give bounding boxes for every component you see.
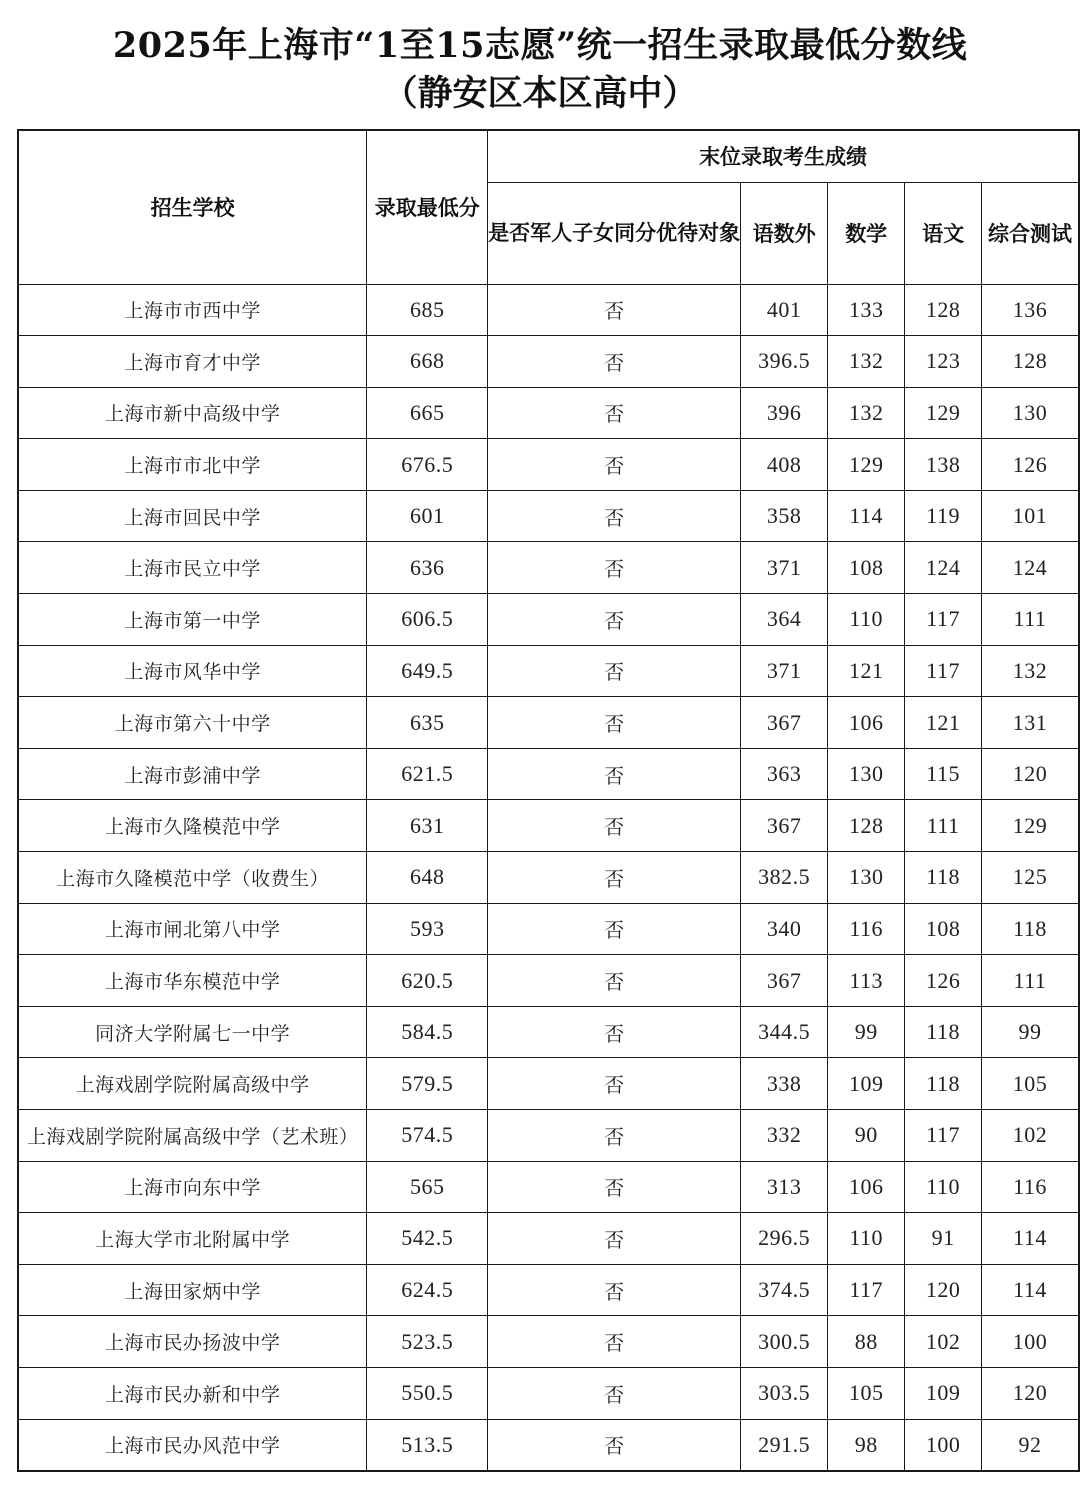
header-math: 数学 — [828, 182, 905, 284]
header-last-admitted-group: 末位录取考生成绩 — [488, 130, 1079, 182]
school-cell: 上海市民办扬波中学 — [18, 1316, 367, 1368]
min-score-cell: 593 — [367, 903, 488, 955]
school-cell: 上海市民办风范中学 — [18, 1419, 367, 1471]
math-cell: 130 — [828, 748, 905, 800]
page-subtitle: （静安区本区高中） — [382, 73, 698, 114]
school-cell: 上海市彭浦中学 — [18, 748, 367, 800]
min-score-cell: 635 — [367, 697, 488, 749]
chinese-cell: 128 — [905, 284, 982, 336]
comprehensive-cell: 105 — [981, 1058, 1079, 1110]
comprehensive-cell: 114 — [981, 1264, 1079, 1316]
header-school: 招生学校 — [18, 130, 367, 284]
math-cell: 133 — [828, 284, 905, 336]
chn-math-eng-cell: 338 — [741, 1058, 828, 1110]
chn-math-eng-cell: 300.5 — [741, 1316, 828, 1368]
chinese-cell: 121 — [905, 697, 982, 749]
military-priority-cell: 否 — [488, 1264, 741, 1316]
military-priority-cell: 否 — [488, 284, 741, 336]
min-score-cell: 601 — [367, 490, 488, 542]
military-priority-cell: 否 — [488, 748, 741, 800]
chinese-cell: 117 — [905, 594, 982, 646]
chn-math-eng-cell: 382.5 — [741, 852, 828, 904]
comprehensive-cell: 102 — [981, 1110, 1079, 1162]
chn-math-eng-cell: 313 — [741, 1161, 828, 1213]
military-priority-cell: 否 — [488, 1058, 741, 1110]
table-row — [18, 336, 1079, 388]
math-cell: 129 — [828, 439, 905, 491]
school-cell: 上海市第六十中学 — [18, 697, 367, 749]
min-score-cell: 648 — [367, 852, 488, 904]
math-cell: 88 — [828, 1316, 905, 1368]
table-row — [18, 800, 1079, 852]
min-score-cell: 574.5 — [367, 1110, 488, 1162]
math-cell: 110 — [828, 1213, 905, 1265]
chn-math-eng-cell: 296.5 — [741, 1213, 828, 1265]
comprehensive-cell: 99 — [981, 1006, 1079, 1058]
table-row — [18, 1006, 1079, 1058]
header-chn-math-eng: 语数外 — [741, 182, 828, 284]
chinese-cell: 102 — [905, 1316, 982, 1368]
military-priority-cell: 否 — [488, 800, 741, 852]
table-row — [18, 1058, 1079, 1110]
comprehensive-cell: 118 — [981, 903, 1079, 955]
min-score-cell: 584.5 — [367, 1006, 488, 1058]
math-cell: 106 — [828, 697, 905, 749]
comprehensive-cell: 132 — [981, 645, 1079, 697]
table-header — [18, 130, 1079, 284]
table-row — [18, 1367, 1079, 1419]
comprehensive-cell: 92 — [981, 1419, 1079, 1471]
military-priority-cell: 否 — [488, 336, 741, 388]
chinese-cell: 119 — [905, 490, 982, 542]
min-score-cell: 676.5 — [367, 439, 488, 491]
chinese-cell: 108 — [905, 903, 982, 955]
min-score-cell: 513.5 — [367, 1419, 488, 1471]
comprehensive-cell: 125 — [981, 852, 1079, 904]
math-cell: 105 — [828, 1367, 905, 1419]
military-priority-cell: 否 — [488, 697, 741, 749]
chn-math-eng-cell: 303.5 — [741, 1367, 828, 1419]
chinese-cell: 118 — [905, 1006, 982, 1058]
chn-math-eng-cell: 371 — [741, 645, 828, 697]
chn-math-eng-cell: 374.5 — [741, 1264, 828, 1316]
comprehensive-cell: 124 — [981, 542, 1079, 594]
school-cell: 上海市久隆模范中学（收费生） — [18, 852, 367, 904]
comprehensive-cell: 131 — [981, 697, 1079, 749]
min-score-cell: 668 — [367, 336, 488, 388]
table-row — [18, 439, 1079, 491]
chinese-cell: 115 — [905, 748, 982, 800]
military-priority-cell: 否 — [488, 645, 741, 697]
table-row — [18, 594, 1079, 646]
chn-math-eng-cell: 367 — [741, 800, 828, 852]
comprehensive-cell: 116 — [981, 1161, 1079, 1213]
school-cell: 上海市育才中学 — [18, 336, 367, 388]
school-cell: 上海大学市北附属中学 — [18, 1213, 367, 1265]
chn-math-eng-cell: 344.5 — [741, 1006, 828, 1058]
math-cell: 116 — [828, 903, 905, 955]
comprehensive-cell: 126 — [981, 439, 1079, 491]
admission-score-table — [17, 129, 1080, 1472]
military-priority-cell: 否 — [488, 1110, 741, 1162]
military-priority-cell: 否 — [488, 1367, 741, 1419]
school-cell: 上海市风华中学 — [18, 645, 367, 697]
table-row — [18, 1316, 1079, 1368]
min-score-cell: 620.5 — [367, 955, 488, 1007]
chn-math-eng-cell: 396.5 — [741, 336, 828, 388]
chn-math-eng-cell: 367 — [741, 955, 828, 1007]
military-priority-cell: 否 — [488, 903, 741, 955]
chn-math-eng-cell: 371 — [741, 542, 828, 594]
military-priority-cell: 否 — [488, 955, 741, 1007]
min-score-cell: 565 — [367, 1161, 488, 1213]
chinese-cell: 126 — [905, 955, 982, 1007]
school-cell: 上海市向东中学 — [18, 1161, 367, 1213]
military-priority-cell: 否 — [488, 439, 741, 491]
military-priority-cell: 否 — [488, 1419, 741, 1471]
math-cell: 106 — [828, 1161, 905, 1213]
chn-math-eng-cell: 332 — [741, 1110, 828, 1162]
school-cell: 上海市回民中学 — [18, 490, 367, 542]
comprehensive-cell: 101 — [981, 490, 1079, 542]
header-chinese: 语文 — [905, 182, 982, 284]
min-score-cell: 542.5 — [367, 1213, 488, 1265]
math-cell: 121 — [828, 645, 905, 697]
min-score-cell: 631 — [367, 800, 488, 852]
chinese-cell: 117 — [905, 1110, 982, 1162]
min-score-cell: 579.5 — [367, 1058, 488, 1110]
chinese-cell: 110 — [905, 1161, 982, 1213]
comprehensive-cell: 120 — [981, 1367, 1079, 1419]
military-priority-cell: 否 — [488, 1161, 741, 1213]
comprehensive-cell: 111 — [981, 955, 1079, 1007]
chn-math-eng-cell: 291.5 — [741, 1419, 828, 1471]
military-priority-cell: 否 — [488, 1213, 741, 1265]
min-score-cell: 621.5 — [367, 748, 488, 800]
min-score-cell: 606.5 — [367, 594, 488, 646]
chn-math-eng-cell: 408 — [741, 439, 828, 491]
min-score-cell: 624.5 — [367, 1264, 488, 1316]
military-priority-cell: 否 — [488, 387, 741, 439]
military-priority-cell: 否 — [488, 1316, 741, 1368]
comprehensive-cell: 111 — [981, 594, 1079, 646]
table-row — [18, 852, 1079, 904]
header-military-priority: 是否军人子女同分优待对象 — [488, 182, 741, 284]
table-body — [18, 284, 1079, 1471]
school-cell: 上海市华东模范中学 — [18, 955, 367, 1007]
table-row — [18, 955, 1079, 1007]
chn-math-eng-cell: 364 — [741, 594, 828, 646]
table-row — [18, 697, 1079, 749]
table-row — [18, 645, 1079, 697]
chinese-cell: 129 — [905, 387, 982, 439]
table-row — [18, 542, 1079, 594]
chinese-cell: 117 — [905, 645, 982, 697]
math-cell: 130 — [828, 852, 905, 904]
comprehensive-cell: 120 — [981, 748, 1079, 800]
chinese-cell: 118 — [905, 1058, 982, 1110]
school-cell: 上海市市西中学 — [18, 284, 367, 336]
school-cell: 上海市民办新和中学 — [18, 1367, 367, 1419]
chn-math-eng-cell: 401 — [741, 284, 828, 336]
page-title: 2025年上海市“1至15志愿”统一招生录取最低分数线 — [112, 25, 968, 66]
chinese-cell: 109 — [905, 1367, 982, 1419]
math-cell: 90 — [828, 1110, 905, 1162]
chinese-cell: 118 — [905, 852, 982, 904]
math-cell: 99 — [828, 1006, 905, 1058]
chn-math-eng-cell: 367 — [741, 697, 828, 749]
table-row — [18, 1161, 1079, 1213]
school-cell: 上海市闸北第八中学 — [18, 903, 367, 955]
min-score-cell: 636 — [367, 542, 488, 594]
chinese-cell: 138 — [905, 439, 982, 491]
military-priority-cell: 否 — [488, 542, 741, 594]
table-row — [18, 1264, 1079, 1316]
min-score-cell: 523.5 — [367, 1316, 488, 1368]
table-row — [18, 387, 1079, 439]
math-cell: 128 — [828, 800, 905, 852]
chn-math-eng-cell: 340 — [741, 903, 828, 955]
chinese-cell: 100 — [905, 1419, 982, 1471]
comprehensive-cell: 100 — [981, 1316, 1079, 1368]
comprehensive-cell: 130 — [981, 387, 1079, 439]
chinese-cell: 123 — [905, 336, 982, 388]
chn-math-eng-cell: 358 — [741, 490, 828, 542]
math-cell: 117 — [828, 1264, 905, 1316]
math-cell: 108 — [828, 542, 905, 594]
school-cell: 上海戏剧学院附属高级中学（艺术班） — [18, 1110, 367, 1162]
table-row — [18, 1213, 1079, 1265]
table-row — [18, 1110, 1079, 1162]
school-cell: 上海田家炳中学 — [18, 1264, 367, 1316]
school-cell: 上海市市北中学 — [18, 439, 367, 491]
header-min-score: 录取最低分 — [367, 130, 488, 284]
military-priority-cell: 否 — [488, 1006, 741, 1058]
table-row — [18, 748, 1079, 800]
school-cell: 上海市久隆模范中学 — [18, 800, 367, 852]
chinese-cell: 124 — [905, 542, 982, 594]
school-cell: 上海戏剧学院附属高级中学 — [18, 1058, 367, 1110]
school-cell: 上海市新中高级中学 — [18, 387, 367, 439]
table-row — [18, 903, 1079, 955]
military-priority-cell: 否 — [488, 594, 741, 646]
table-row — [18, 1419, 1079, 1471]
min-score-cell: 665 — [367, 387, 488, 439]
min-score-cell: 685 — [367, 284, 488, 336]
math-cell: 109 — [828, 1058, 905, 1110]
school-cell: 同济大学附属七一中学 — [18, 1006, 367, 1058]
military-priority-cell: 否 — [488, 490, 741, 542]
math-cell: 98 — [828, 1419, 905, 1471]
math-cell: 132 — [828, 387, 905, 439]
chn-math-eng-cell: 363 — [741, 748, 828, 800]
math-cell: 110 — [828, 594, 905, 646]
min-score-cell: 649.5 — [367, 645, 488, 697]
military-priority-cell: 否 — [488, 852, 741, 904]
school-cell: 上海市民立中学 — [18, 542, 367, 594]
chn-math-eng-cell: 396 — [741, 387, 828, 439]
school-cell: 上海市第一中学 — [18, 594, 367, 646]
chinese-cell: 120 — [905, 1264, 982, 1316]
table-row — [18, 284, 1079, 336]
comprehensive-cell: 136 — [981, 284, 1079, 336]
math-cell: 132 — [828, 336, 905, 388]
table-row — [18, 490, 1079, 542]
chinese-cell: 111 — [905, 800, 982, 852]
math-cell: 113 — [828, 955, 905, 1007]
comprehensive-cell: 114 — [981, 1213, 1079, 1265]
chinese-cell: 91 — [905, 1213, 982, 1265]
header-comprehensive: 综合测试 — [981, 182, 1079, 284]
min-score-cell: 550.5 — [367, 1367, 488, 1419]
comprehensive-cell: 129 — [981, 800, 1079, 852]
math-cell: 114 — [828, 490, 905, 542]
comprehensive-cell: 128 — [981, 336, 1079, 388]
